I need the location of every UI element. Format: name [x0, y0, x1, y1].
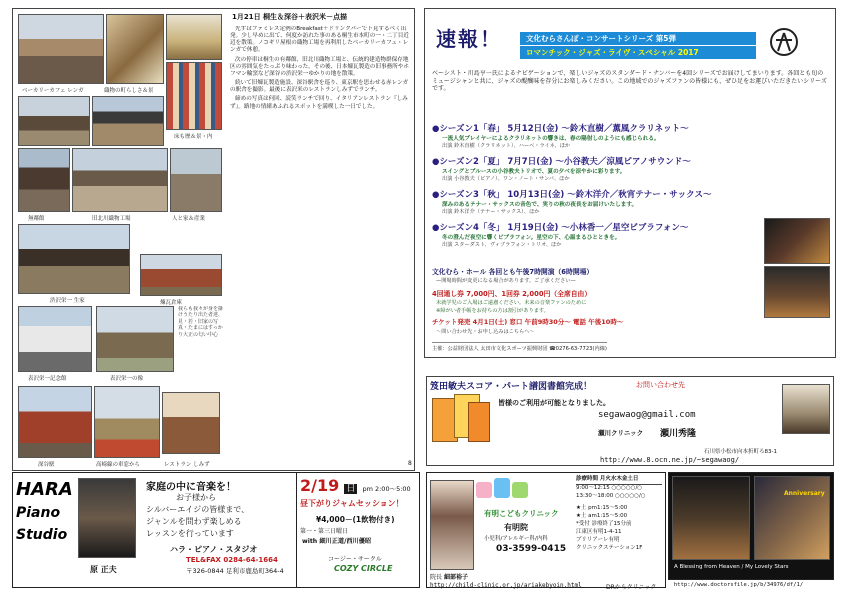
photo-bakery-cafe — [18, 14, 104, 84]
photo-caption: 表沢栄一記念館 — [28, 376, 67, 382]
session-time: pm 2:00～5:00 — [362, 485, 411, 493]
price-note: ※障がい者手帳をお持ちの方は割引があります。 — [436, 308, 549, 314]
hara-address: 〒326-0844 足利市鹿島町364-4 — [186, 567, 284, 575]
hara-tel: TEL&FAX 0284-64-1664 — [186, 556, 278, 564]
clinic-url-label: DRからクリニック — [606, 584, 657, 591]
hara-logo — [16, 478, 73, 582]
hara-logo-line: HARA — [16, 479, 73, 500]
photo-saxophonist — [764, 218, 830, 264]
photo-caption: 織物の町らしさ＆景 — [104, 88, 154, 94]
photo-caption: レストラン しみず — [164, 462, 210, 468]
venue-note: —開場時間が変更になる場合があります。ご了承ください— — [436, 278, 576, 284]
score-library-title: 笈田敏夫スコア・パート譜図書館完成！ — [430, 382, 593, 392]
clinic-director-label: 院長 — [430, 574, 443, 581]
photo-caption: 渋沢栄一 生家 — [50, 298, 85, 304]
clinic-ad-dept: 小児科/アレルギー科/内科 — [484, 536, 548, 542]
price-note: 未就学児のご入場はご遠慮ください。未来の音楽ファンのために — [436, 300, 587, 306]
photo-fukaya-station — [18, 386, 92, 458]
photo-yurinkan — [18, 148, 70, 212]
photo-caption: 表沢栄一の像 — [110, 376, 144, 382]
photo-band — [782, 384, 830, 434]
season-list — [432, 122, 762, 254]
clinic-note: 江東区有明1-4-11 — [576, 528, 622, 535]
organizer: 主催：公益財団法人 太田市文化スポーツ振興財団 ☎0276-63-7723(内線) — [432, 342, 607, 352]
article-heading: 1月21日 桐生＆深谷＋表沢米－点描 — [232, 13, 348, 21]
hara-text: お子様から — [176, 493, 216, 502]
logo-mark-icon — [770, 28, 798, 56]
photo-doll-display — [166, 14, 222, 60]
article-paragraph: 続いて旧煉瓦製造施設、深谷駅舎を巡り、東京駅を思わせる赤レンガの駅舎を撮影。最後に表沢米のレストランしみずでランチ。 — [230, 80, 409, 94]
photo-clinic-director — [430, 480, 474, 570]
hara-text: レッスンを行っています — [146, 529, 234, 538]
news-intro: ベーシスト・川島亨一氏によるナビゲーションで、楽しいジャズのスタンダード・ナンバーを4回シリーズでお届けしてまいります。各回とも旬のミュージシャンと共に、ジャズの醍醐味を存分にお楽しみください。この地域でのジャズファンの皆様にも、ぜひ足をお運びいただきたいシリーズです。 — [432, 70, 827, 93]
photo-caption: 無鄰館 — [28, 216, 45, 222]
session-circle: コージー・サークル — [328, 556, 382, 563]
news-badge: 速報！ — [436, 27, 502, 51]
clinic-note: ★土 pm1:15～5:00 — [576, 504, 628, 511]
photo-caption: 人と家＆産業 — [172, 216, 206, 222]
clinic-note: ★土 am1:15～5:00 — [576, 512, 628, 519]
page-number: 8 — [408, 460, 412, 467]
hara-logo-line: Piano — [16, 505, 61, 521]
season-performers: 出演 スターダスト、ヴィブラフォン・トリオ、ほか — [442, 242, 562, 248]
contact-email[interactable]: segawaog@gmail.com — [598, 410, 696, 420]
session-title: 昼下がりジャムセッション！ — [300, 499, 404, 508]
series-banner-2: ロマンチック・ジャズ・ライヴ・スペシャル 2017 — [520, 46, 756, 59]
season-title: ●シーズン3「秋」 10月13日(金) ～鈴木洋介／秋宵テナー・サックス～ — [432, 190, 712, 200]
series-banner-1: 文化むらさんぽ・コンサートシリーズ 第5弾 — [520, 32, 756, 45]
photo-caption: 深谷駅 — [38, 462, 55, 468]
cd-badge: Anniversary — [784, 490, 825, 497]
photo-cd-cover — [672, 476, 750, 560]
photo-train-window — [94, 386, 160, 458]
clinic-director-name: 細部裕子 — [443, 574, 468, 581]
cozy-circle-logo: COZY CIRCLE — [334, 564, 393, 573]
clinic-ad-tel: 03-3599-0415 — [496, 544, 567, 554]
season-item — [432, 122, 762, 149]
hara-text: ジャンルを問わず楽しめる — [146, 517, 242, 526]
hara-headline: 家庭の中に音楽を！ — [146, 482, 236, 493]
photo-old-house — [18, 96, 90, 146]
clinic-url[interactable]: http://www.8.ocn.ne.jp/~segawaog/ — [600, 456, 740, 464]
clinic-note: ブリリアーレ有明 — [576, 536, 620, 543]
season-item — [432, 221, 762, 248]
photo-memorial-hall — [18, 306, 92, 372]
photo-caption: ベーカリーカフェ レンガ — [22, 88, 84, 94]
season-title: ●シーズン1「春」 5月12日(金) ～鈴木直樹／薫風クラリネット～ — [432, 124, 689, 134]
session-date-value: 2/19 — [300, 476, 340, 495]
photo-dolls — [166, 62, 222, 130]
photo-pianist — [78, 478, 136, 558]
article-body — [230, 26, 410, 458]
inquiry-label: お問い合わせ先 — [636, 381, 685, 389]
session-hosts: with 細川正道/西川優昭 — [302, 538, 372, 545]
clinic-name: 瀬川クリニック — [598, 429, 644, 437]
ticket-note: ～問い合わせ先・お申し込みはこちらへ～ — [436, 329, 535, 335]
doctor-file-url[interactable]: http://www.doctorsfile.jp/b/34976/df/1/ — [674, 582, 804, 588]
clinic-note: *受付 診療終了15分前 — [576, 520, 632, 527]
season-description: 深みのあるテナー・サックスの音色で、実りの秋の夜長をお届けいたします。 — [442, 202, 638, 208]
cd-caption: A Blessing from Heaven / My Lovely Stars — [674, 564, 789, 570]
season-description: 一流人気プレイヤーによるクラリネットの響きは、春の陽射しのようにも感じられる。 — [442, 136, 660, 142]
price-info: 4回通し券 7,000円、1回券 2,000円（全席自由） — [432, 290, 592, 298]
clinic-director — [430, 572, 468, 581]
season-item — [432, 155, 762, 182]
clinic-logo-icon — [476, 478, 536, 502]
season-performers: 出演 鈴木直樹（クラリネット）、ハーベ・ライネ、ほか — [442, 143, 571, 149]
ticket-info: チケット発売 4月1日(土) 窓口 午前9時30分～ 電話 午後10時～ — [432, 318, 624, 326]
doctor-name: 瀬川秀隆 — [660, 429, 697, 439]
photo-kitagawa-factory — [72, 148, 168, 212]
photo-caption: 高崎線の車窓から — [96, 462, 141, 468]
clinic-hours-row: 9:00～12:15 ○○○○○/○ — [576, 484, 643, 491]
photo-caption: 旧北川織物工場 — [92, 216, 131, 222]
hara-person: 原 正夫 — [90, 565, 117, 574]
photo-caption: 床も歴＆景・内 — [174, 134, 213, 140]
article-paragraph: 締めの写真は何回、読笑ランチで回り、イタリアンレストラン『しみず』。路地の情緒あふれるスポットを満喫した一日でした。 — [230, 96, 408, 110]
score-library-message: 皆様のご利用が可能となりました。 — [498, 399, 610, 407]
clinic-address: 石川県小松市向本折町ろ83-1 — [704, 449, 777, 455]
photo-warehouse — [92, 96, 164, 146]
book-icon — [432, 394, 492, 446]
season-item — [432, 188, 762, 215]
photo-shibusawa-house — [18, 224, 130, 294]
clinic-hours-row: 13:30～18:00 ○○○○○/○ — [576, 492, 646, 499]
clinic-hours-head: 診療時間 月火水木金土日 — [576, 476, 662, 485]
season-description: 冬の澄んだ夜空に響くビブラフォン。星空の下、心温まるひとときを。 — [442, 235, 621, 241]
hara-studio-name: ハラ・ピアノ・スタジオ — [170, 545, 258, 554]
clinic-ad-short: 有明院 — [504, 523, 528, 532]
photo-restaurant — [162, 392, 220, 454]
season-title: ●シーズン2「夏」 7月7日(金) ～小谷教夫／涼風ピアノサウンド～ — [432, 157, 691, 167]
photo-caption: 煉瓦倉庫 — [160, 300, 183, 306]
session-date — [300, 476, 411, 495]
session-fee: ¥4,000－(1飲物付き) — [316, 515, 395, 524]
article-paragraph: 次の停車は桐生の有鄰館、旧北川織物工場と、伝統的建造物群保存地区の雰囲気をたっぷり味わった。その後、日本煉瓦製造の旧事務所やホフマン輪窯など深谷の渋沢栄一ゆかりの地を散策。 — [230, 56, 409, 77]
season-description: スイングとブルースの小谷教夫トリオで、夏の夕べを涼やかに彩ります。 — [442, 169, 626, 175]
session-schedule: 第一・第三日曜日 — [300, 528, 349, 535]
photo-cd-cover-2 — [754, 476, 830, 560]
photo-shop-interior — [106, 14, 164, 84]
session-day: 日 — [346, 484, 356, 494]
hara-text: シルバーエイジの皆様まで、 — [146, 505, 250, 514]
season-performers: 出演 鈴木洋介（テナー・サックス）、ほか — [442, 209, 540, 215]
photo-brick-warehouse — [140, 254, 222, 296]
season-performers: 出演 小谷教夫（ピアノ）、ワン・ノート・サンバ、ほか — [442, 176, 570, 182]
photo-people — [170, 148, 222, 212]
side-note: 我らも我々が身を掛けうたり出た者達、見・若・旧家の写真・たまにはすっかり大正の匂い中心 — [178, 306, 224, 338]
clinic-note: クリニックステーション1F — [576, 544, 643, 551]
clinic-hours — [576, 476, 662, 553]
hara-logo-line: Studio — [16, 527, 68, 543]
article-paragraph: 先ずはファミレス定例のBreakfast＋ドリンクバーで下見するべく出発。少し早めに出て、何度か訪れた事のある桐生市本町の一・二丁目近辺を散策。ノコギリ屋根の織物工場を再利用したベーカリーカフェ・レンガで休憩。 — [230, 26, 409, 54]
photo-bassist — [764, 266, 830, 318]
season-title: ●シーズン4「冬」 1月19日(金) ～小林香一／星空ビブラフォン～ — [432, 223, 689, 233]
clinic-url[interactable]: http://child-clinic.or.jp/ariakebyoin.html — [430, 582, 582, 589]
clinic-ad-name: 有明こどもクリニック — [484, 509, 559, 518]
photo-statue — [96, 306, 174, 372]
venue-info: 文化むら・ホール 各回とも午後7時開演（6時開場） — [432, 268, 594, 276]
